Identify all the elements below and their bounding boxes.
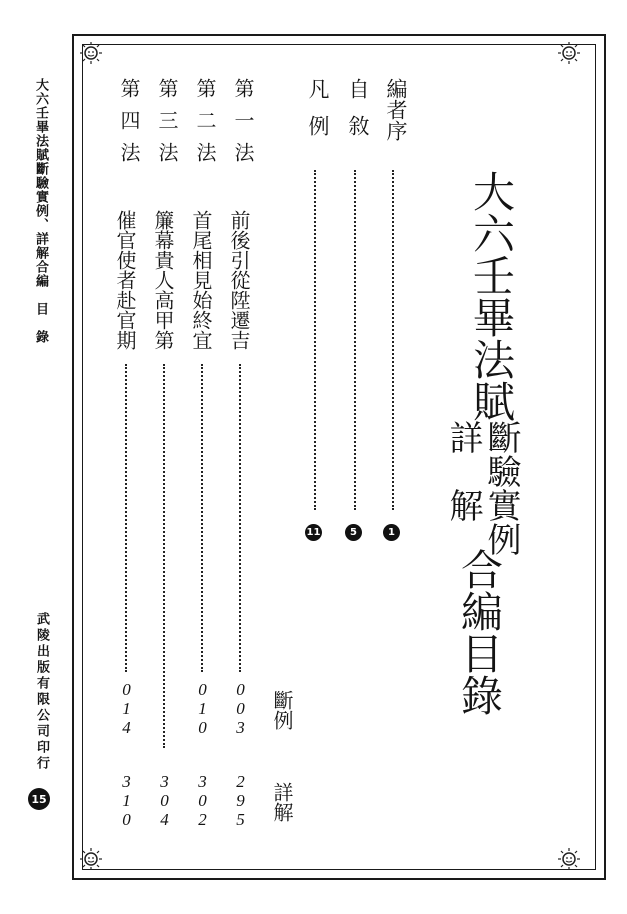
toc-leader-dots <box>314 170 318 510</box>
title-subtitle-xiangjie: 詳 解 <box>443 420 483 522</box>
toc-page-badge: 5 <box>345 524 362 541</box>
toc-leader-dots <box>163 364 167 748</box>
title-subtitle-duanyan: 斷驗實例 <box>481 420 521 556</box>
toc-leader-dots <box>354 170 358 510</box>
toc-page-duanli: 010 <box>193 680 212 737</box>
toc-method-heading: 第四法 <box>117 78 141 174</box>
toc-page-xiangjie: 310 <box>117 772 136 829</box>
section-label-xiangjie: 詳解 <box>270 782 294 822</box>
toc-method-title[interactable]: 首尾相見始終宜 <box>189 210 213 350</box>
page-number: 15 <box>28 788 50 810</box>
toc-method-heading: 第三法 <box>155 78 179 174</box>
section-label-duanli: 斷例 <box>270 690 294 730</box>
toc-leader-dots <box>201 364 205 672</box>
toc-conventions-label[interactable]: 凡例 <box>306 78 330 152</box>
toc-page-badge: 1 <box>383 524 400 541</box>
sun-ornament-icon <box>78 40 104 66</box>
toc-author-preface-label[interactable]: 自敘 <box>346 78 370 152</box>
running-title: 大六壬畢法賦斷驗實例、詳解合編 目 錄 <box>33 78 48 344</box>
title-tail: 合編目錄 <box>455 548 504 716</box>
toc-leader-dots <box>125 364 129 672</box>
toc-preface-label[interactable]: 編者序 <box>384 78 408 141</box>
toc-leader-dots <box>239 364 243 672</box>
toc-page-badge: 11 <box>305 524 322 541</box>
sun-ornament-icon <box>78 846 104 872</box>
toc-method-title[interactable]: 催官使者赴官期 <box>113 210 137 350</box>
toc-page-duanli: 014 <box>117 680 136 737</box>
toc-method-heading: 第二法 <box>193 78 217 174</box>
sun-ornament-icon <box>556 40 582 66</box>
toc-page-xiangjie: 304 <box>155 772 174 829</box>
toc-method-heading: 第一法 <box>231 78 255 174</box>
book-title: 大六壬畢法賦 <box>467 170 516 422</box>
toc-method-title[interactable]: 簾幕貴人高甲第 <box>151 210 175 350</box>
toc-method-title[interactable]: 前後引從陞遷吉 <box>227 210 251 350</box>
toc-page-duanli: 003 <box>231 680 250 737</box>
toc-leader-dots <box>392 170 396 510</box>
toc-page-xiangjie: 295 <box>231 772 250 829</box>
toc-page-xiangjie: 302 <box>193 772 212 829</box>
publisher-imprint: 武陵出版有限公司印行 <box>34 612 49 772</box>
sun-ornament-icon <box>556 846 582 872</box>
